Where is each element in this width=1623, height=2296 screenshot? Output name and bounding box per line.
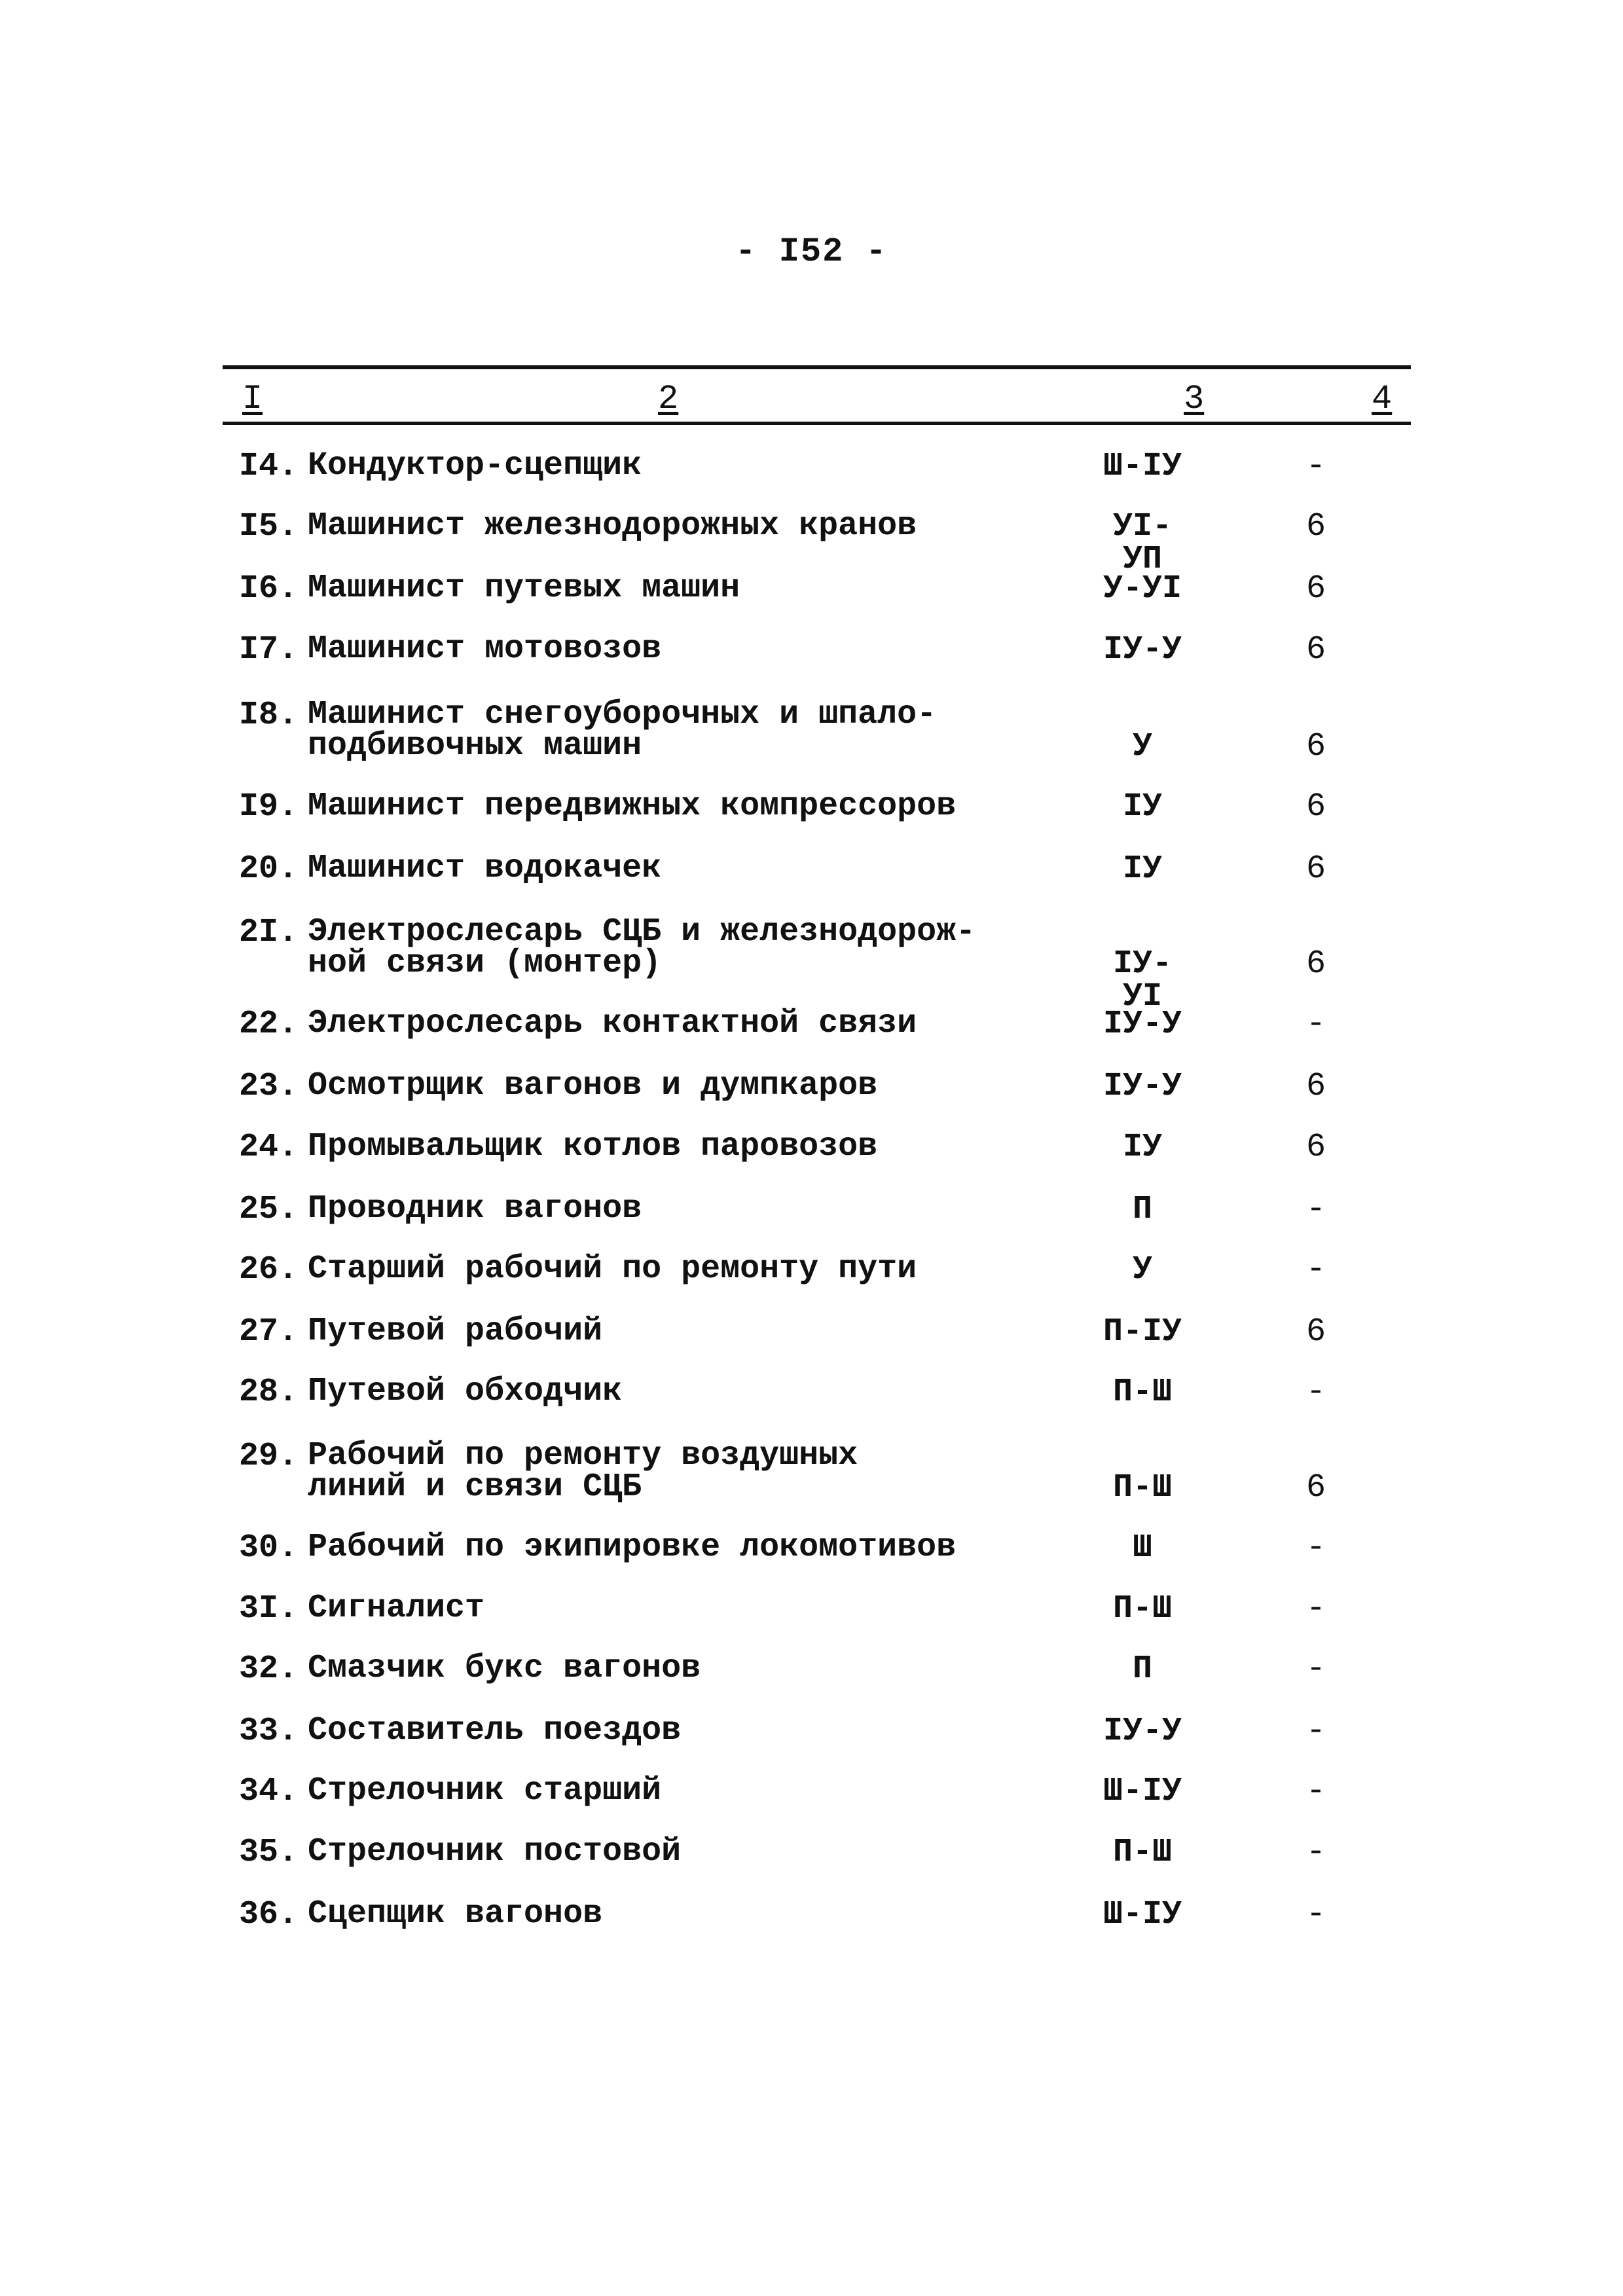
- row-name: Путевой рабочий: [308, 1313, 603, 1350]
- row-number: 35.: [238, 1834, 298, 1871]
- row-name: Старший рабочий по ремонту пути: [308, 1250, 917, 1288]
- row-number: 25.: [238, 1191, 298, 1228]
- row-number: 28.: [238, 1374, 298, 1411]
- row-number: 32.: [238, 1650, 298, 1688]
- row-mark: 6: [1305, 508, 1326, 545]
- row-name: Сцепщик вагонов: [308, 1895, 603, 1933]
- row-name: Рабочий по ремонту воздушных линий и связи СЦБ: [308, 1437, 858, 1506]
- row-mark: -: [1305, 1713, 1326, 1750]
- row-mark: 6: [1305, 1469, 1326, 1506]
- row-mark: 6: [1305, 850, 1326, 888]
- row-name: Машинист водокачек: [308, 850, 662, 887]
- row-number: 22.: [238, 1006, 298, 1043]
- row-number: 29.: [238, 1438, 298, 1475]
- row-grade: Ш: [1132, 1529, 1152, 1567]
- row-number: 30.: [238, 1529, 298, 1567]
- row-mark: -: [1305, 1834, 1326, 1871]
- row-grade: УI-УП: [1112, 508, 1172, 578]
- row-name: Машинист передвижных компрессоров: [308, 788, 957, 825]
- row-mark: -: [1305, 1251, 1326, 1288]
- row-mark: 6: [1305, 1313, 1326, 1351]
- row-mark: -: [1305, 1590, 1326, 1628]
- row-grade: П-IУ: [1103, 1313, 1182, 1351]
- row-number: I4.: [238, 448, 298, 485]
- row-name: Проводник вагонов: [308, 1190, 642, 1228]
- row-grade: IУ-У: [1103, 631, 1182, 668]
- row-name: Электрослесарь СЦБ и железнодорож- ной связи (монтер): [308, 913, 976, 982]
- row-name: Стрелочник постовой: [308, 1833, 682, 1870]
- row-number: I5.: [238, 508, 298, 545]
- row-grade: У: [1132, 1251, 1152, 1288]
- row-name: Сигналист: [308, 1590, 485, 1627]
- row-mark: 6: [1305, 631, 1326, 668]
- row-grade: IУ: [1122, 850, 1162, 888]
- row-mark: 6: [1305, 1068, 1326, 1105]
- row-number: 33.: [238, 1713, 298, 1750]
- row-mark: -: [1305, 1374, 1326, 1411]
- row-grade: IУ: [1122, 1129, 1162, 1166]
- row-name: Электрослесарь контактной связи: [308, 1005, 917, 1042]
- row-grade: IУ-У: [1103, 1713, 1182, 1750]
- row-grade: Ш-IУ: [1103, 1896, 1182, 1933]
- row-mark: -: [1305, 1773, 1326, 1810]
- row-grade: П: [1132, 1650, 1152, 1688]
- column-header-4: 4: [1372, 380, 1393, 418]
- row-mark: 6: [1305, 728, 1326, 765]
- row-name: Машинист мотовозов: [308, 630, 662, 668]
- row-mark: -: [1305, 1191, 1326, 1228]
- row-grade: П-Ш: [1112, 1590, 1172, 1628]
- row-grade: IУ: [1122, 788, 1162, 826]
- row-grade: IУ-УI: [1112, 945, 1172, 1015]
- column-header-1: I: [242, 380, 263, 418]
- row-name: Осмотрщик вагонов и думпкаров: [308, 1067, 878, 1104]
- row-name: Машинист путевых машин: [308, 570, 740, 607]
- row-mark: -: [1305, 448, 1326, 485]
- row-grade: П-Ш: [1112, 1469, 1172, 1506]
- row-number: I8.: [238, 697, 298, 734]
- row-grade: У-УI: [1103, 570, 1182, 608]
- row-grade: Ш-IУ: [1103, 1773, 1182, 1810]
- row-name: Путевой обходчик: [308, 1373, 623, 1410]
- row-number: 27.: [238, 1313, 298, 1351]
- column-header-2: 2: [658, 380, 679, 418]
- row-name: Кондуктор-сцепщик: [308, 447, 642, 484]
- row-number: I9.: [238, 788, 298, 826]
- row-grade: Ш-IУ: [1103, 448, 1182, 485]
- row-number: 34.: [238, 1773, 298, 1810]
- column-header-3: 3: [1184, 380, 1205, 418]
- row-name: Стрелочник старший: [308, 1772, 662, 1810]
- row-name: Машинист снегоуборочных и шпало- подбивочных машин: [308, 696, 937, 765]
- row-mark: 6: [1305, 1129, 1326, 1166]
- row-grade: П-Ш: [1112, 1834, 1172, 1871]
- row-number: I6.: [238, 570, 298, 608]
- row-number: I7.: [238, 631, 298, 668]
- row-name: Машинист железнодорожных кранов: [308, 507, 917, 545]
- row-number: 2I.: [238, 914, 298, 951]
- page-number: - I52 -: [735, 232, 888, 271]
- row-grade: П-Ш: [1112, 1374, 1172, 1411]
- row-number: 24.: [238, 1129, 298, 1166]
- row-grade: IУ-У: [1103, 1006, 1182, 1043]
- row-name: Рабочий по экипировке локомотивов: [308, 1529, 957, 1566]
- row-mark: -: [1305, 1896, 1326, 1933]
- row-mark: -: [1305, 1529, 1326, 1567]
- row-number: 26.: [238, 1251, 298, 1288]
- row-mark: -: [1305, 1650, 1326, 1688]
- row-mark: 6: [1305, 788, 1326, 826]
- row-grade: П: [1132, 1191, 1152, 1228]
- row-mark: -: [1305, 1006, 1326, 1043]
- row-name: Составитель поездов: [308, 1712, 682, 1749]
- row-mark: 6: [1305, 945, 1326, 983]
- row-name: Смазчик букс вагонов: [308, 1650, 701, 1687]
- row-mark: 6: [1305, 570, 1326, 608]
- row-grade: IУ-У: [1103, 1068, 1182, 1105]
- row-number: 3I.: [238, 1590, 298, 1628]
- row-number: 20.: [238, 850, 298, 888]
- row-number: 23.: [238, 1068, 298, 1105]
- row-grade: У: [1132, 728, 1152, 765]
- row-name: Промывальщик котлов паровозов: [308, 1128, 878, 1165]
- row-number: 36.: [238, 1896, 298, 1933]
